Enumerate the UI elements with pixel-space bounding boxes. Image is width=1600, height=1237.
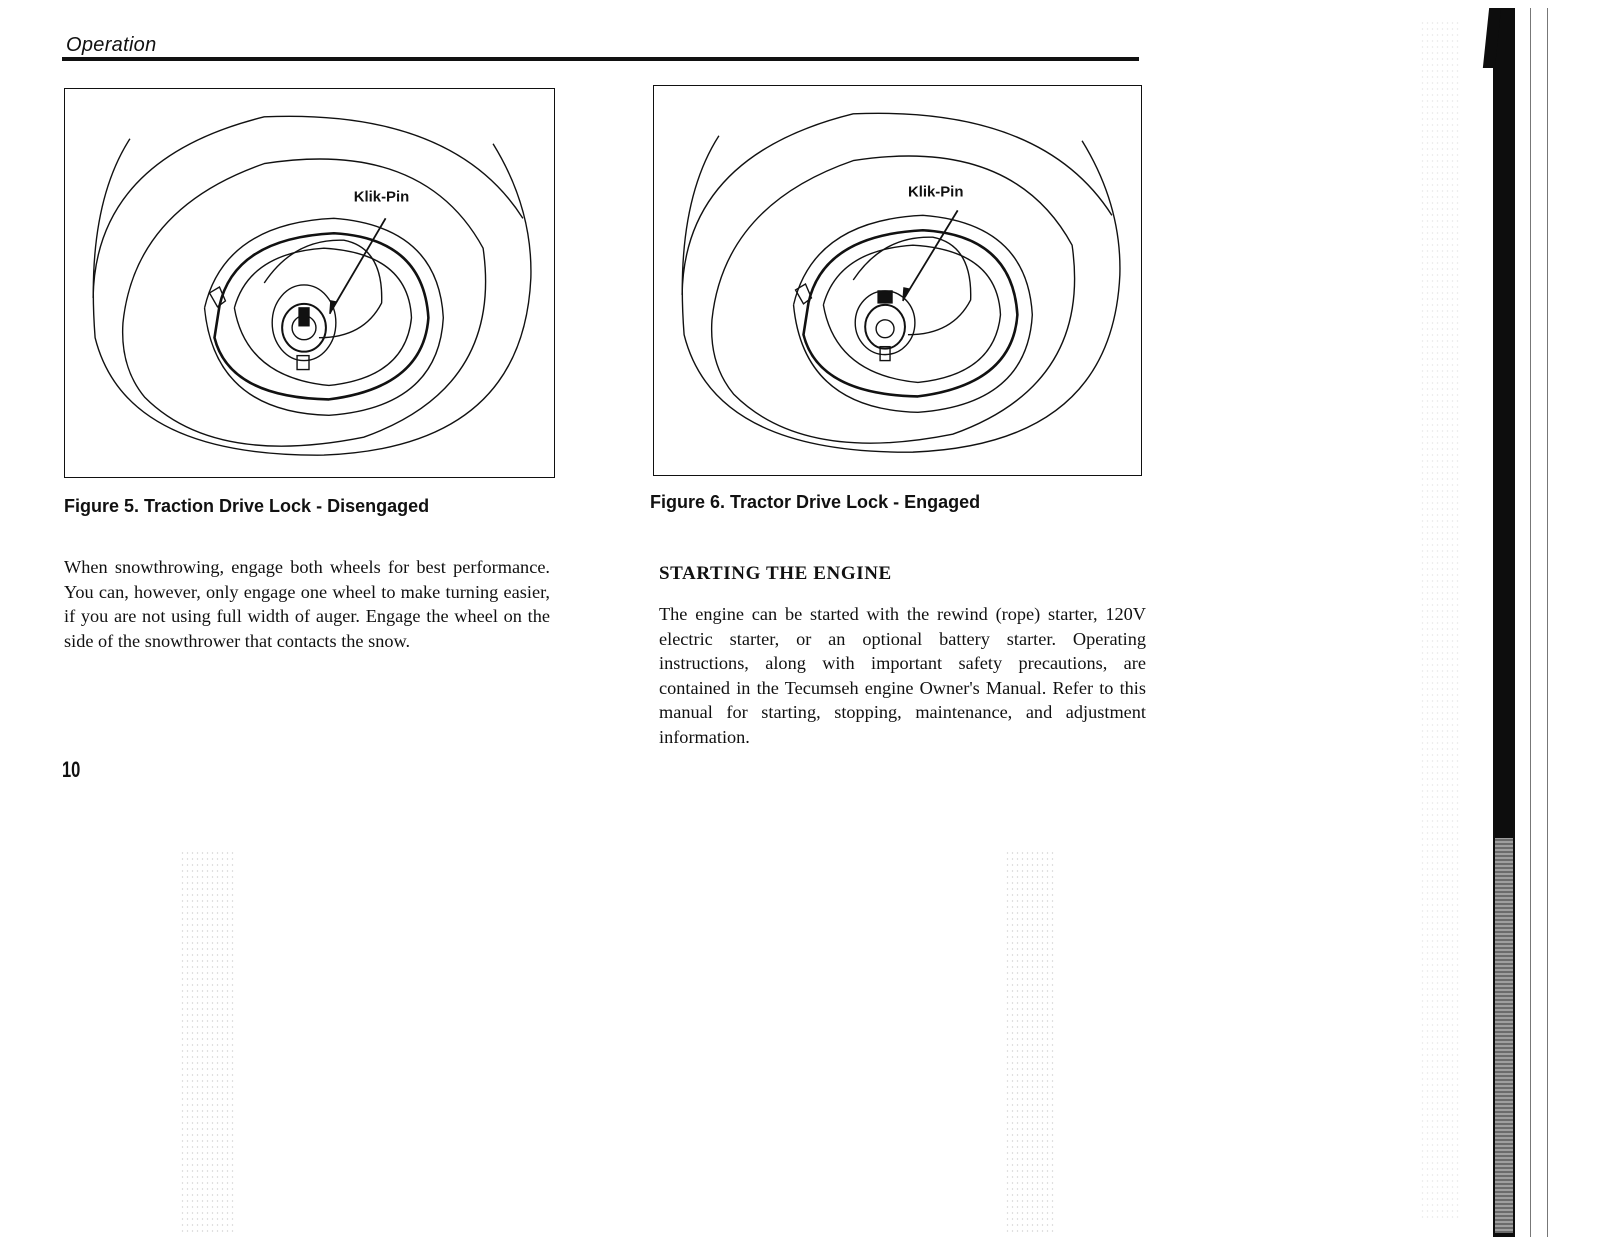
starting-engine-heading: STARTING THE ENGINE bbox=[659, 563, 892, 584]
engagement-paragraph: When snowthrowing, engage both wheels for best performance. You can, however, only engage one wheel to make turning easier, if you are not using full width of auger. Engage the wheel on the side of the snowthrower that contacts the snow. bbox=[64, 557, 550, 651]
wheel-engaged-drawing bbox=[654, 86, 1141, 475]
binding-edge bbox=[1530, 8, 1531, 1237]
figure-6-illustration bbox=[653, 85, 1142, 476]
fig6-callout-label: Klik-Pin bbox=[907, 183, 964, 201]
section-header: Operation bbox=[66, 34, 157, 56]
scan-noise bbox=[1420, 20, 1460, 1220]
wheel-disengaged-drawing bbox=[65, 89, 554, 477]
page-number: 10 bbox=[62, 757, 81, 782]
figure-5-caption: Figure 5. Traction Drive Lock - Disengaged bbox=[64, 496, 430, 516]
figure-5-illustration bbox=[64, 88, 555, 478]
binding-edge bbox=[1547, 8, 1548, 1237]
starting-engine-paragraph: The engine can be started with the rewind (rope) starter, 120V electric starter, or an optional battery starter. Operating instructions, along with important safety precautions, are contained in the Tecumseh engine Owner's Manual. Refer to this manual for starting, stopping, maintenance, and adjustment information. bbox=[659, 604, 1146, 747]
page-binding-gradient bbox=[1495, 838, 1513, 1233]
scan-noise bbox=[180, 850, 235, 1235]
scan-noise bbox=[1005, 850, 1055, 1235]
fig5-callout-label: Klik-Pin bbox=[353, 188, 410, 206]
header-rule bbox=[62, 57, 1139, 61]
figure-6-caption: Figure 6. Tractor Drive Lock - Engaged bbox=[650, 492, 981, 512]
